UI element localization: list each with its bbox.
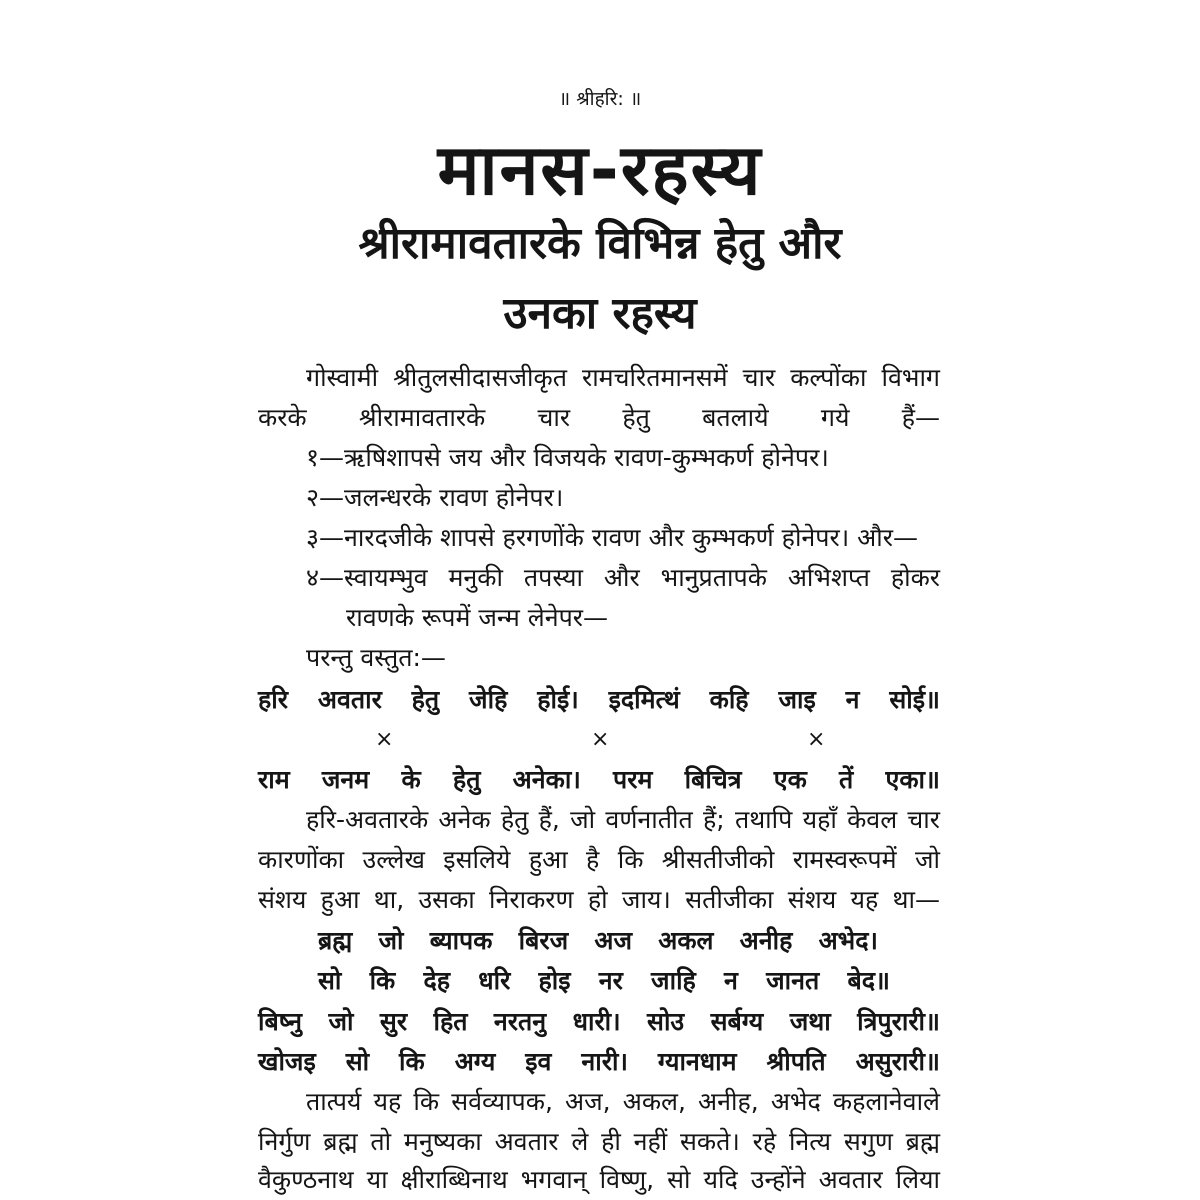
subtitle-line-2: उनका रहस्य: [503, 288, 697, 339]
paragraph-1-line-2: करके श्रीरामावतारके चार हेतु बतलाये गये हैं—: [258, 403, 940, 432]
doha-line-2: सो कि देह धरि होइ नर जाहि न जानत बेद॥: [318, 966, 890, 995]
verse-line-2: राम जनम के हेतु अनेका। परम बिचित्र एक तें एका॥: [258, 765, 940, 794]
parantu-line: परन्तु वस्तुत:—: [306, 643, 446, 672]
list-item-2: २—जलन्धरके रावण होनेपर।: [306, 483, 564, 512]
paragraph-3-line-3: वैकुण्ठनाथ या क्षीराब्धिनाथ भगवान् विष्णु, सो यदि उन्होंने अवतार लिया: [258, 1165, 940, 1194]
chaupai-line-1: बिष्नु जो सुर हित नरतनु धारी। सोउ सर्बग्य जथा त्रिपुरारी॥: [258, 1007, 940, 1036]
separator-cross: ×: [591, 727, 610, 752]
verse-line-1: हरि अवतार हेतु जेहि होई। इदमित्थं कहि जाइ न सोई॥: [258, 685, 940, 714]
paragraph-2-line-1: हरि-अवतारके अनेक हेतु हैं, जो वर्णनातीत हैं; तथापि यहाँ केवल चार: [306, 805, 940, 834]
paragraph-2-line-3: संशय हुआ था, उसका निराकरण हो जाय। सतीजीका संशय यह था—: [258, 885, 940, 914]
paragraph-2-line-2: कारणोंका उल्लेख इसलिये हुआ है कि श्रीसतीजीको रामस्वरूपमें जो: [258, 845, 940, 874]
invocation: ॥ श्रीहरि: ॥: [558, 88, 642, 110]
paragraph-3-line-2: निर्गुण ब्रह्म तो मनुष्यका अवतार ले ही नहीं सकते। रहे नित्य सगुण ब्रह्म: [258, 1127, 940, 1156]
separator-cross: ×: [375, 727, 394, 752]
list-item-4-line-1: ४—स्वायम्भुव मनुकी तपस्या और भानुप्रतापके अभिशप्त होकर: [306, 563, 940, 592]
list-item-4-line-2: रावणके रूपमें जन्म लेनेपर—: [346, 603, 608, 632]
page-title: मानस-रहस्य: [437, 129, 763, 211]
separator-cross: ×: [807, 727, 826, 752]
doha-line-1: ब्रह्म जो ब्यापक बिरज अज अकल अनीह अभेद।: [318, 926, 878, 955]
list-item-1: १—ऋषिशापसे जय और विजयके रावण-कुम्भकर्ण होनेपर।: [306, 443, 829, 472]
paragraph-1-line-1: गोस्वामी श्रीतुलसीदासजीकृत रामचरितमानसमें चार कल्पोंका विभाग: [306, 363, 940, 392]
subtitle-line-1: श्रीरामावतारके विभिन्न हेतु और: [358, 218, 842, 269]
list-item-3: ३—नारदजीके शापसे हरगणोंके रावण और कुम्भकर्ण होनेपर। और—: [306, 523, 918, 552]
paragraph-3-line-1: तात्पर्य यह कि सर्वव्यापक, अज, अकल, अनीह, अभेद कहलानेवाले: [306, 1087, 940, 1116]
chaupai-line-2: खोजइ सो कि अग्य इव नारी। ग्यानधाम श्रीपति असुरारी॥: [258, 1047, 940, 1076]
verse-separator: [258, 720, 940, 760]
